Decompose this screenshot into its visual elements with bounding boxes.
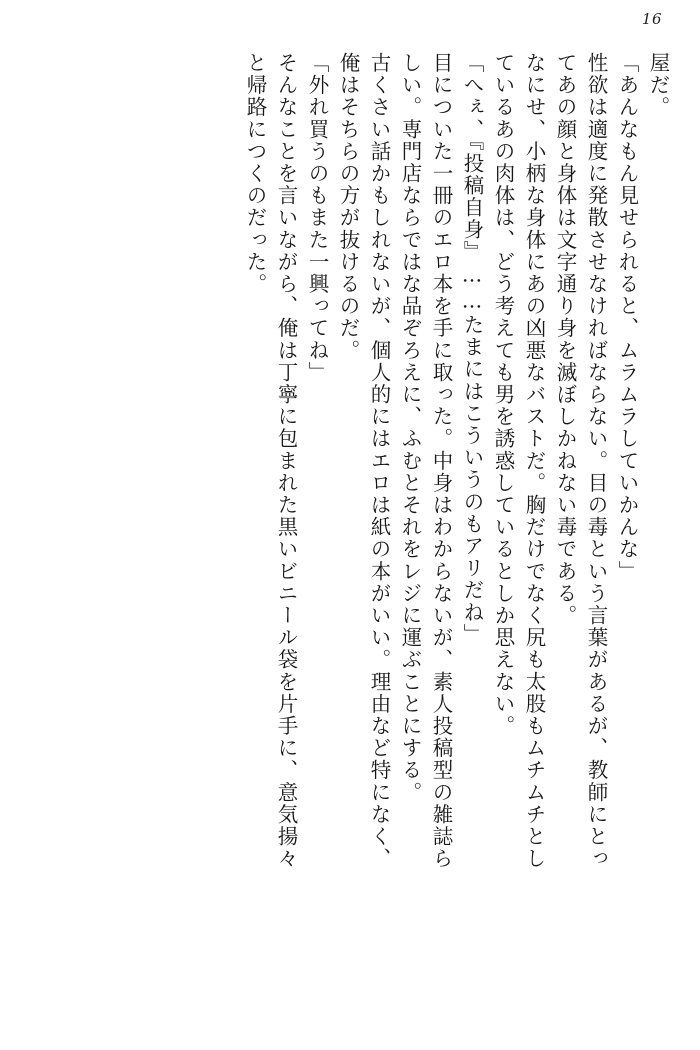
text-line: 「外れ買うのもまた一興ってね」 [305, 52, 329, 384]
text-line: 「あんなもん見せられると、ムラムラしていかんな」 [615, 52, 639, 583]
text-line: ているあの肉体は、どう考えても男を誘惑しているとしか思えない。 [491, 52, 515, 738]
text-line: 屋だ。 [646, 52, 670, 119]
text-line: 俺はそちらの方が抜けるのだ。 [336, 52, 360, 362]
text-line: てあの顔と身体は文字通り身を滅ぼしかねない毒である。 [553, 52, 577, 627]
text-line: 「へぇ、『投稿自身』……たまにはこういうのもアリだね」 [460, 52, 484, 646]
text-line: 古くさい話かもしれないが、個人的にはエロは紙の本がいい。理由など特になく、 [367, 52, 391, 870]
text-line: 性欲は適度に発散させなければならない。目の毒という言葉があるが、教師にとっ [584, 52, 608, 870]
text-line: そんなことを言いながら、俺は丁寧に包まれた黒いビニール袋を片手に、意気揚々 [274, 52, 298, 870]
text-line: 目についた一冊のエロ本を手に取った。中身はわからないが、素人投稿型の雑誌ら [429, 52, 453, 870]
vertical-text-body [30, 52, 668, 1012]
text-line: と帰路につくのだった。 [243, 52, 267, 296]
text-line: しい。専門店ならではな品ぞろえに、ふむとそれをレジに運ぶことにする。 [398, 52, 422, 804]
page-number: 16 [641, 10, 662, 28]
text-line: なにせ、小柄な身体にあの凶悪なバストだ。胸だけでなく尻も太股もムチムチとし [522, 52, 546, 870]
